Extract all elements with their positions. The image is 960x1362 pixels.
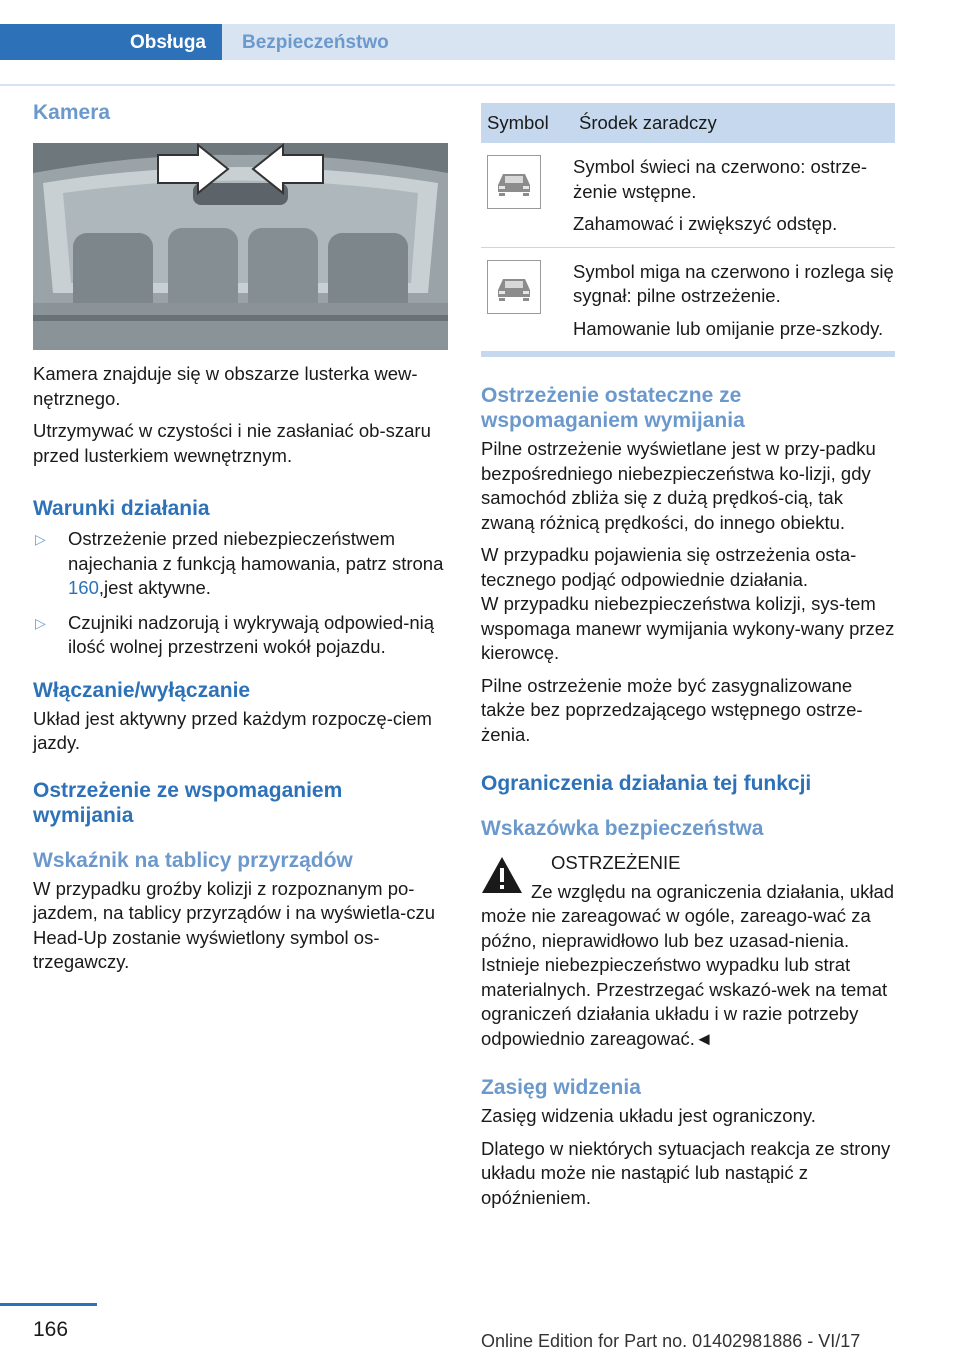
cond-item2-text: Czujniki nadzorują i wykrywają odpowied-nią ilość wolnej przestrzeni wokół pojazdu. — [68, 611, 435, 657]
conditions-list — [33, 527, 448, 660]
remedy-line-2: Hamowanie lub omijanie prze-szkody. — [573, 317, 884, 339]
final-paragraph-3: Pilne ostrzeżenie może być zasygnalizowane także bez poprzedzającego wstępnego ostrze-żenia. — [481, 674, 863, 745]
left-column — [33, 100, 448, 975]
indicator-heading: Wskaźnik na tablicy przyrządów — [33, 848, 353, 872]
final-warning-heading: Ostrzeżenie ostateczne ze wspomaganiem wymijania — [481, 384, 745, 432]
page-number: 166 — [33, 1318, 69, 1341]
camera-heading: Kamera — [33, 101, 111, 124]
indicator-paragraph: W przypadku groźby kolizji z rozpoznanym po-jazdem, na tablicy przyrządów i na wyświetla-czu Head-Up zostanie wyświetlony symbol os-trzegawczy. — [33, 877, 436, 972]
remedy-cell — [573, 143, 895, 247]
table-header-symbol: Symbol — [481, 103, 573, 143]
list-item — [33, 611, 448, 660]
remedy-line-2: Zahamować i zwiększyć odstęp. — [573, 213, 838, 234]
final-paragraph-2a: W przypadku pojawienia się ostrzeżenia osta-tecznego podjąć odpowiednie działania. — [481, 544, 857, 590]
range-paragraph-2: Dlatego w niektórych sytuacjach reakcja ze strony układu może nie nastąpić lub nastąpić z opóźnieniem. — [481, 1137, 891, 1208]
header-divider — [0, 84, 895, 86]
triangle-bullet-icon: ▷ — [35, 531, 46, 547]
range-paragraph-1: Zasięg widzenia układu jest ograniczony. — [481, 1105, 816, 1126]
tab-obsluga[interactable]: Obsługa — [0, 24, 222, 60]
table-end-bar — [481, 352, 895, 357]
cond-item1-suffix: ,jest aktywne. — [98, 577, 211, 598]
camera-paragraph-1: Kamera znajduje się w obszarze lusterka wew-nętrznego. — [33, 363, 418, 409]
camera-paragraph-2: Utrzymywać w czystości i nie zasłaniać ob-szaru przed lusterkiem wewnętrznym. — [33, 420, 431, 466]
symbol-cell — [481, 247, 573, 352]
warning-triangle-icon — [481, 856, 523, 894]
onoff-paragraph: Układ jest aktywny przed każdym rozpoczę-ciem jazdy. — [33, 707, 432, 753]
tab-bezpieczenstwo[interactable]: Bezpieczeństwo — [222, 24, 895, 60]
camera-interior-image — [33, 143, 448, 350]
warning-text: Ze względu na ograniczenia działania, układ może nie zareagować w ogóle, zareago-wać za późno, nieprawidłowo lub bez uzasad-nienia. Istnieje niebezpieczeństwo wypadku lub strat materialnych. Przestrzegać wskazó-wek na temat ograniczeń działania układu i w razie potrzeby odpowiednio zareagować.◄ — [481, 880, 895, 1049]
edition-text: Online Edition for Part no. 01402981886 - VI/17 — [481, 1331, 861, 1351]
warning-block — [481, 851, 895, 876]
conditions-heading: Warunki działania — [33, 497, 210, 520]
onoff-heading: Włączanie/wyłączanie — [33, 678, 251, 702]
final-paragraph-2b: W przypadku niebezpieczeństwa kolizji, sys-tem wspomaga manewr wymijania wykony-wany przez kierowcę. — [481, 593, 895, 663]
page-header — [0, 24, 895, 62]
range-heading: Zasięg widzenia — [481, 1076, 641, 1099]
limits-heading: Ograniczenia działania tej funkcji — [481, 772, 812, 795]
symbol-cell — [481, 143, 573, 247]
remedy-cell — [573, 247, 895, 352]
table-header-remedy: Środek zaradczy — [573, 103, 895, 143]
table-row — [481, 247, 895, 352]
triangle-bullet-icon: ▷ — [35, 614, 46, 631]
symbol-table — [481, 103, 895, 352]
final-paragraph-1: Pilne ostrzeżenie wyświetlane jest w przy-padku bezpośredniego niebezpieczeństwa ko-lizji, gdy samochód zbliża się z dużą prędkoś-cią, tak zwaną różnicą prędkości, do innego obiektu. — [481, 438, 876, 533]
remedy-line-1: Symbol miga na czerwono i rozlega się sygnał: pilne ostrzeżenie. — [573, 260, 894, 306]
right-column — [481, 103, 895, 1210]
table-row — [481, 143, 895, 247]
safety-heading: Wskazówka bezpieczeństwa — [481, 817, 764, 840]
footer-divider — [0, 1303, 97, 1306]
cond-item1-text: Ostrzeżenie przed niebezpieczeństwem najechania z funkcją hamowania, patrz strona — [68, 528, 444, 574]
evasion-heading: Ostrzeżenie ze wspomaganiem wymijania — [33, 778, 343, 827]
warning-title: OSTRZEŻENIE — [551, 852, 681, 873]
car-warning-icon — [487, 155, 541, 209]
page-link[interactable]: 160 — [68, 577, 99, 598]
list-item — [33, 527, 448, 601]
car-warning-icon — [487, 260, 541, 314]
remedy-line-1: Symbol świeci na czerwono: ostrze-żenie wstępne. — [573, 156, 868, 202]
